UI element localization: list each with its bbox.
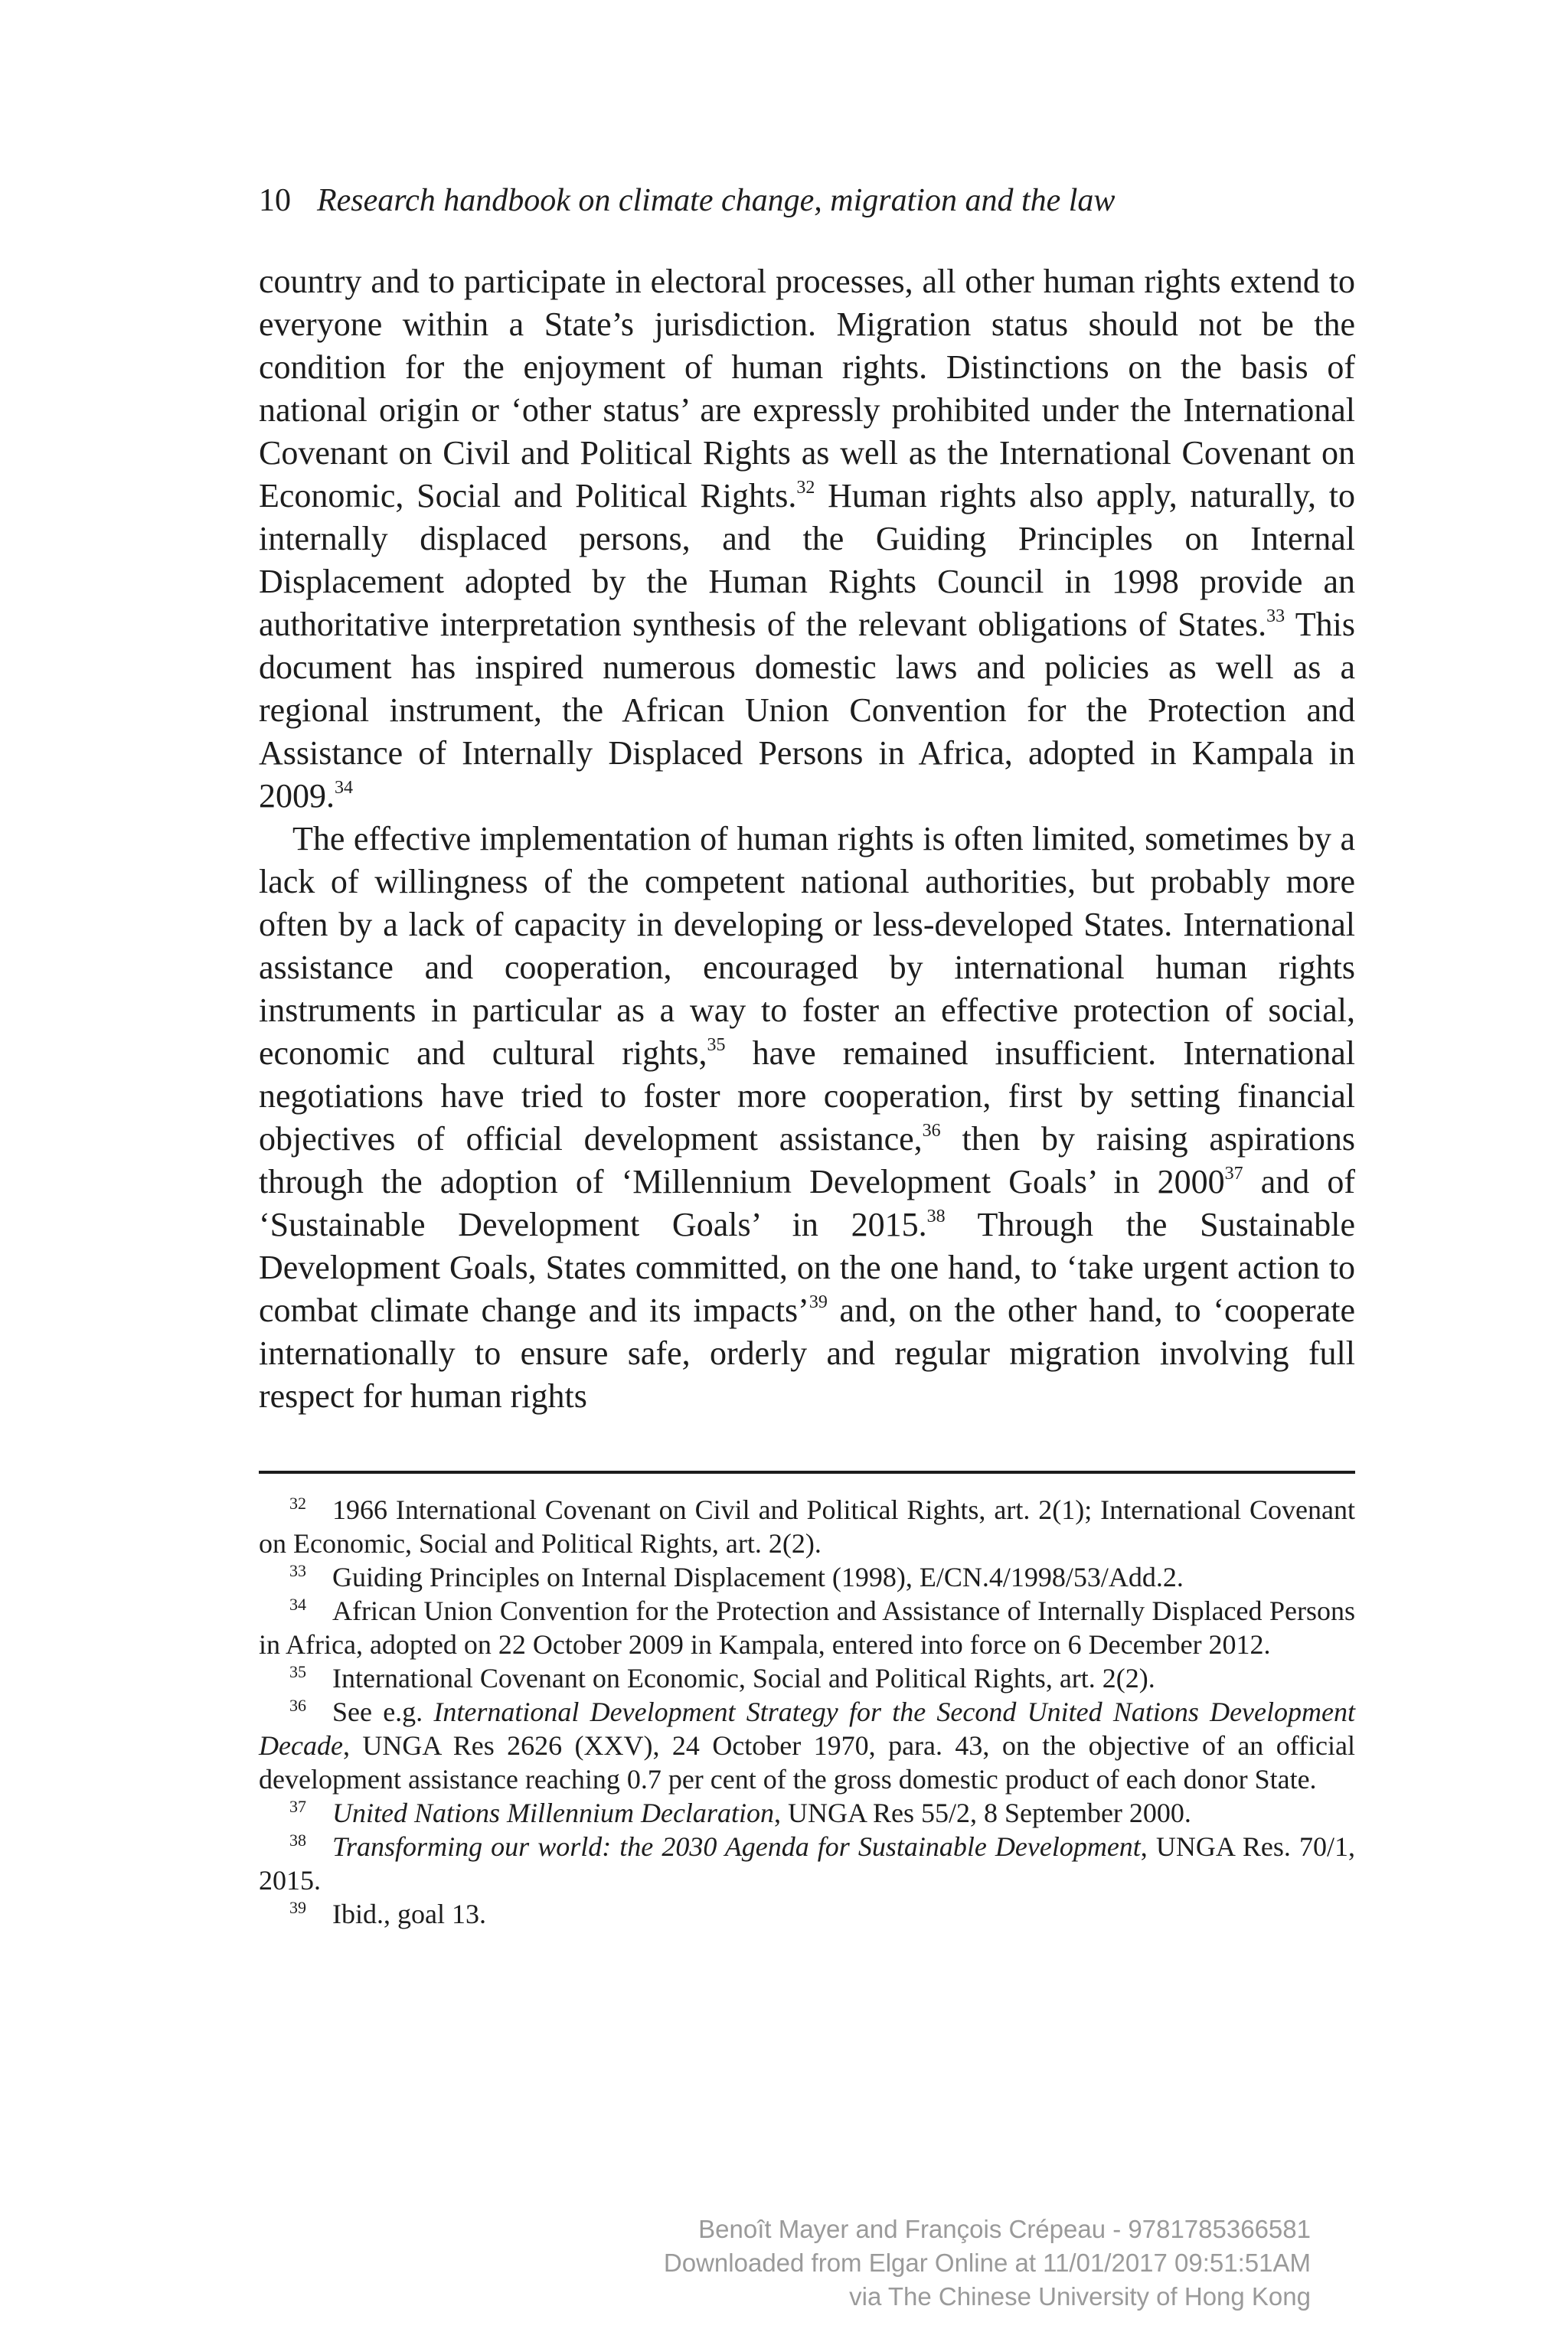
footnote-32: 32 1966 International Covenant on Civil and Political Rights, art. 2(1); International Covenant on Economic, Social and Political Rights, art. 2(2). (259, 1494, 1355, 1559)
watermark-line: Downloaded from Elgar Online at 11/01/2017 09:51:51AM (663, 2249, 1311, 2277)
footnote-italic-title: United Nations Millennium Declaration (332, 1798, 774, 1828)
footnote-italic-title: Transforming our world: the 2030 Agenda for Sustainable Development (332, 1831, 1141, 1862)
book-title: Research handbook on climate change, migration and the law (317, 183, 1116, 218)
footnote-text: , UNGA Res 55/2, 8 September 2000. (773, 1798, 1191, 1828)
footnote-33: 33 Guiding Principles on Internal Displacement (1998), E/CN.4/1998/53/Add.2. (289, 1561, 1184, 1592)
paragraph (259, 260, 1355, 818)
text-run: and of ‘Sustainable Development Goals’ in 2015. (259, 1163, 1355, 1243)
running-head (259, 178, 1115, 224)
body-text (259, 260, 1355, 1418)
footnote-text: International Covenant on Economic, Social and Political Rights, art. 2(2). (332, 1663, 1155, 1693)
footnote-ref-33[interactable]: 33 (1266, 606, 1285, 626)
footnote-39: 39 Ibid., goal 13. (289, 1898, 486, 1929)
footnote-text: African Union Convention for the Protection and Assistance of Internally Displaced Persons in Africa, adopted on 22 October 2009 in Kampala, entered into force on 6 December 2012. (259, 1595, 1355, 1660)
footnote-36: 36 See e.g. International Development Strategy for the Second United Nations Development Decade, UNGA Res 2626 (XXV), 24 October 1970, para. 43, on the objective of an official development assistance reaching 0.7 per cent of the gross domestic product of each donor State. (259, 1696, 1355, 1795)
watermark-line: Benoît Mayer and François Crépeau - 9781785366581 (698, 2215, 1311, 2243)
text-run: then by raising aspirations through the adoption of ‘Millennium Development Goals’ in 2000 (259, 1120, 1355, 1200)
footnote-text: Guiding Principles on Internal Displacement (1998), E/CN.4/1998/53/Add.2. (332, 1562, 1184, 1592)
footnote-ref-36[interactable]: 36 (922, 1121, 941, 1141)
footnote-37: 37 United Nations Millennium Declaration, UNGA Res 55/2, 8 September 2000. (289, 1797, 1191, 1828)
footnote-ref-34[interactable]: 34 (335, 778, 353, 798)
footnote-text: Ibid., goal 13. (332, 1899, 486, 1929)
footnote-ref-32[interactable]: 32 (796, 478, 815, 498)
footnote-ref-38[interactable]: 38 (926, 1207, 946, 1226)
text-run: have remained insufficient. International negotiations have tried to foster more cooperation, first by setting financial objectives of official development assistance, (259, 1034, 1355, 1158)
footnote-text: 1966 International Covenant on Civil and Political Rights, art. 2(1); International Covenant on Economic, Social and Political Rights, art. 2(2). (259, 1494, 1355, 1559)
paragraph (259, 818, 1355, 1418)
text-run: Through the Sustainable Development Goals, States committed, on the one hand, to ‘take urgent action to combat climate change and its impacts’ (259, 1206, 1355, 1329)
footnotes (259, 1493, 1355, 1931)
footnote-ref-37[interactable]: 37 (1224, 1164, 1243, 1184)
footnote-italic-title: International Development Strategy for the Second United Nations Development Decade (259, 1697, 1355, 1761)
watermark-line: via The Chinese University of Hong Kong (849, 2282, 1311, 2311)
footnote-text: , UNGA Res. 70/1, 2015. (259, 1831, 1355, 1896)
footnote-35: 35 International Covenant on Economic, Social and Political Rights, art. 2(2). (289, 1662, 1155, 1693)
text-run: The effective implementation of human rights is often limited, sometimes by a lack of willingness of the competent national authorities, but probably more often by a lack of capacity in developing or less-developed States. International assistance and cooperation, encouraged by international human rights instruments in particular as a way to foster an effective protection of social, economic and cultural rights, (259, 820, 1355, 1072)
text-run: and, on the other hand, to ‘cooperate internationally to ensure safe, orderly and regular migration involving full respect for human rights (259, 1292, 1355, 1415)
text-run: This document has inspired numerous domestic laws and policies as well as a regional instrument, the African Union Convention for the Protection and Assistance of Internally Displaced Persons in Africa, adopted in Kampala in 2009. (259, 606, 1355, 815)
footnote-text: , UNGA Res 2626 (XXV), 24 October 1970, para. 43, on the objective of an official development assistance reaching 0.7 per cent of the gross domestic product of each donor State. (259, 1730, 1355, 1795)
footnote-38: 38 Transforming our world: the 2030 Agenda for Sustainable Development, UNGA Res. 70/1, 2015. (259, 1831, 1355, 1896)
text-run: Human rights also apply, naturally, to internally displaced persons, and the Guiding Principles on Internal Displacement adopted by the Human Rights Council in 1998 provide an authoritative interpretation synthesis of the relevant obligations of States. (259, 477, 1356, 643)
footnote-text: See e.g. (332, 1697, 434, 1727)
footnote-ref-35[interactable]: 35 (707, 1035, 726, 1055)
footnote-ref-39[interactable]: 39 (808, 1292, 828, 1312)
download-watermark (664, 2213, 1311, 2314)
footnote-34: 34 African Union Convention for the Protection and Assistance of Internally Displaced Persons in Africa, adopted on 22 October 2009 in Kampala, entered into force on 6 December 2012. (259, 1595, 1355, 1660)
page-number: 10 (259, 183, 291, 218)
footnote-divider (259, 1471, 1355, 1474)
text-run: country and to participate in electoral processes, all other human rights extend to everyone within a State’s jurisdiction. Migration status should not be the condition for the enjoyment of human rights. Distinctions on the basis of national origin or ‘other status’ are expressly prohibited under the International Covenant on Civil and Political Rights as well as the International Covenant on Economic, Social and Political Rights. (259, 263, 1355, 514)
